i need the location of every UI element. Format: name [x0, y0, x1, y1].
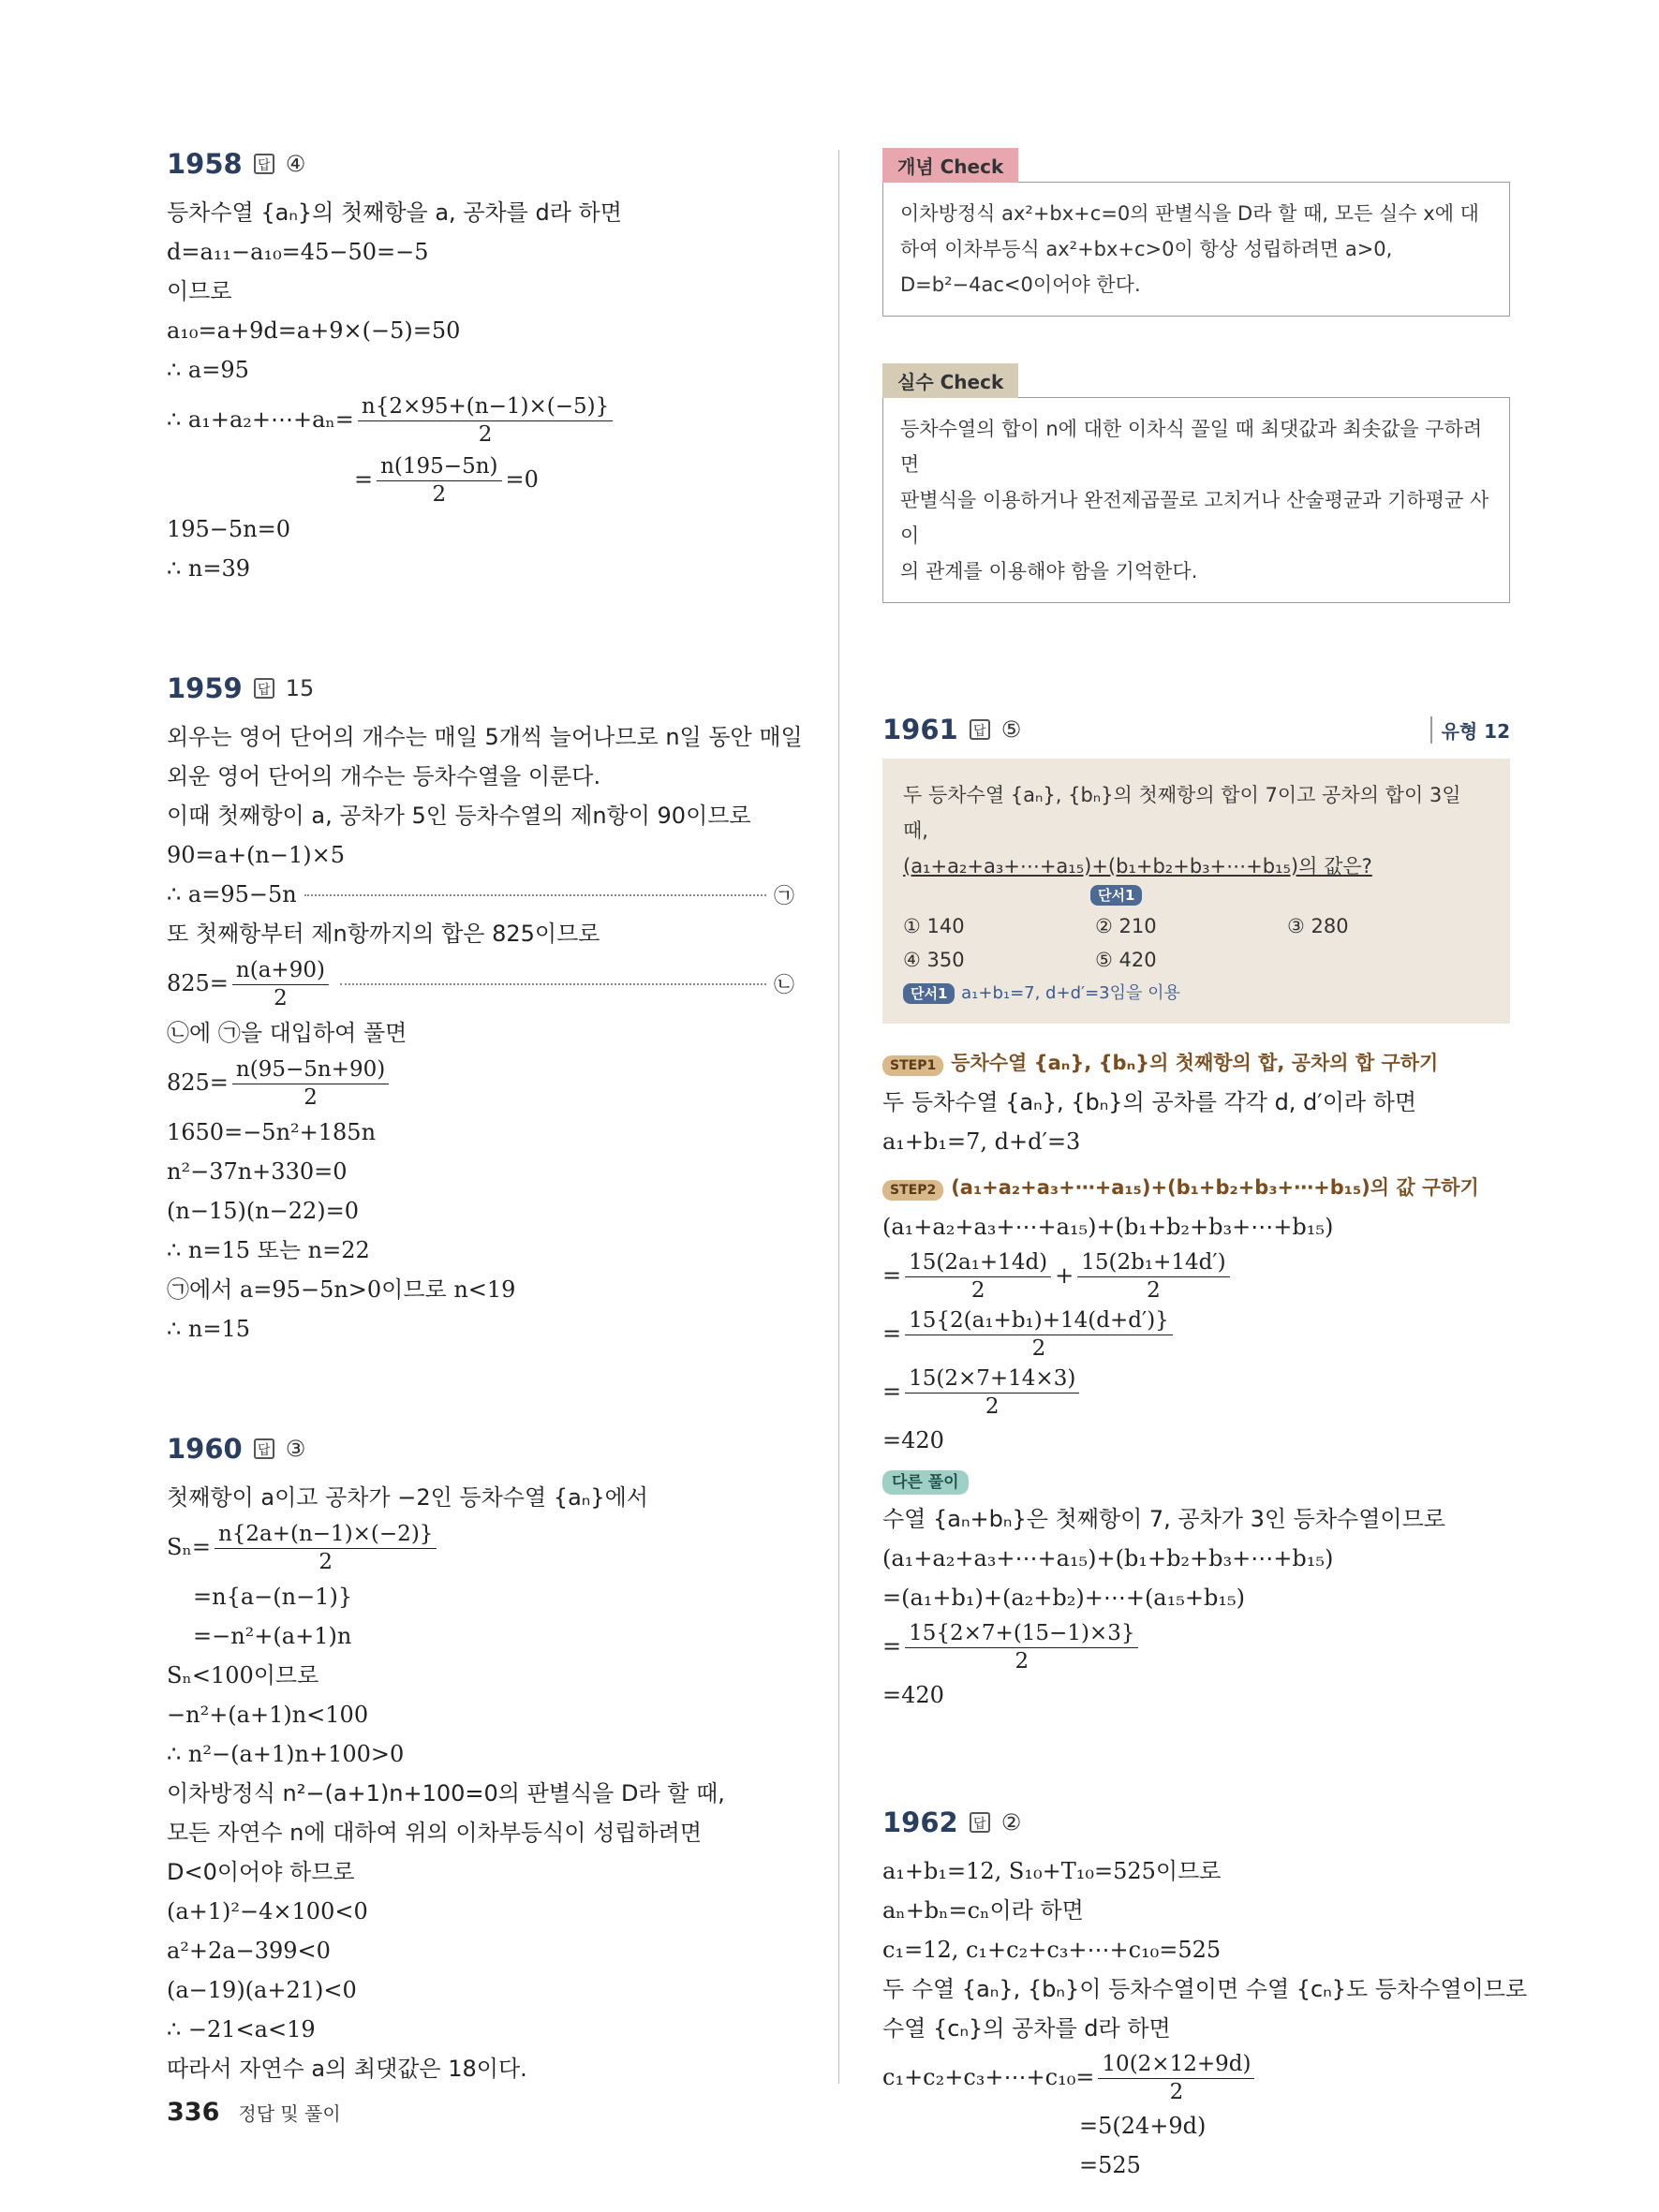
plus-sign: + [1055, 1262, 1074, 1289]
fraction [232, 956, 329, 1011]
problem-header [882, 1799, 1510, 1846]
step2-header [882, 1167, 1510, 1207]
equation-line: =525 [1079, 2152, 1141, 2178]
numerator: 15(2b₁+14d′) [1077, 1248, 1229, 1277]
choice-row [903, 909, 1489, 943]
fraction [358, 392, 613, 448]
step-badge: STEP2 [882, 1180, 943, 1201]
fraction [232, 1055, 389, 1111]
equation-line: =−n²+(a+1)n [193, 1623, 352, 1649]
equation-line: Sₙ<100이므로 [167, 1662, 319, 1688]
equation-line: d=a₁₁−a₁₀=45−50=−5 [167, 239, 429, 265]
equation-line: (a−19)(a+21)<0 [167, 1977, 357, 2003]
answer-icon: 답 [254, 154, 274, 174]
answer-value: ③ [285, 1436, 306, 1462]
text-line: 이때 첫째항이 a, 공차가 5인 등차수열의 제n항이 90이므로 [167, 803, 751, 829]
equation-line: (a+1)²−4×100<0 [167, 1898, 368, 1924]
hint-marker-row [903, 884, 1489, 906]
fraction [905, 1619, 1138, 1674]
text-line: D=b²−4ac<0이어야 한다. [900, 273, 1141, 296]
fraction-equation [167, 1053, 794, 1113]
numerator: n(a+90) [232, 956, 329, 985]
equation-line: ∴ n=39 [167, 555, 251, 582]
fraction-equation [882, 2048, 1510, 2106]
equals-sign: = [882, 1379, 902, 1405]
text-line: 이차방정식 n²−(a+1)n+100=0의 판별식을 D라 할 때, [167, 1780, 725, 1806]
equation-line: ㉠에서 a=95−5n>0이므로 n<19 [167, 1276, 516, 1303]
fraction-equation [882, 1246, 1510, 1305]
text-line: 외우는 영어 단어의 개수는 매일 5개씩 늘어나므로 n일 동안 매일 [167, 724, 803, 750]
text-line: 판별식을 이용하거나 완전제곱꼴로 고치거나 산술평균과 기하평균 사이 [900, 489, 1489, 547]
equation-left: ∴ a₁+a₂+⋯+aₙ= [167, 406, 354, 433]
step-title: (a₁+a₂+a₃+⋯+a₁₅)+(b₁+b₂+b₃+⋯+b₁₅)의 값 구하기 [951, 1176, 1479, 1199]
problem-number: 1962 [882, 1806, 958, 1838]
footer-title: 정답 및 풀이 [238, 2102, 341, 2125]
equation-line: n²−37n+330=0 [167, 1158, 348, 1185]
equation-line: a₁+b₁=12, S₁₀+T₁₀=525이므로 [882, 1858, 1222, 1884]
problem-statement-box [882, 759, 1510, 1024]
answer-value: ④ [285, 151, 306, 177]
fraction-equation [167, 1517, 794, 1577]
denominator: 2 [970, 1277, 985, 1303]
fraction [377, 452, 501, 508]
choice: ③ 280 [1287, 915, 1349, 937]
hint-badge: 단서1 [1090, 885, 1142, 906]
page-number: 336 [167, 2098, 220, 2127]
problem-header [167, 140, 794, 187]
alternative-solution-badge: 다른 풀이 [882, 1470, 969, 1495]
fraction-equation [167, 390, 794, 450]
concept-check-box [882, 148, 1510, 317]
numerator: n(95−5n+90) [232, 1055, 389, 1084]
equation-left: 825= [167, 1069, 229, 1096]
text-line: 이므로 [167, 278, 232, 304]
fraction-equation [882, 1305, 1510, 1363]
equation-line: =(a₁+b₁)+(a₂+b₂)+⋯+(a₁₅+b₁₅) [882, 1585, 1245, 1611]
answer-icon: 답 [970, 719, 990, 740]
text-line: 두 등차수열 {aₙ}, {bₙ}의 공차를 각각 d, d′이라 하면 [882, 1089, 1417, 1115]
text-line: 의 관계를 이용해야 함을 기억한다. [900, 560, 1198, 582]
answer-icon: 답 [254, 678, 274, 699]
text-line: 이차방정식 ax²+bx+c=0의 판별식을 D라 할 때, 모든 실수 x에 대 [900, 202, 1479, 225]
hint-text: a₁+b₁=7, d+d′=3임을 이용 [961, 983, 1180, 1003]
question-line: 두 등차수열 {aₙ}, {bₙ}의 첫째항의 합이 7이고 공차의 합이 3일 때, [903, 784, 1461, 842]
concept-check-tag: 개념 Check [882, 148, 1018, 183]
equation-line: 90=a+(n−1)×5 [167, 842, 346, 868]
equation-line: 1650=−5n²+185n [167, 1119, 377, 1145]
denominator: 2 [478, 421, 493, 447]
equation-line: =420 [882, 1682, 944, 1708]
text-line: 등차수열의 합이 n에 대한 이차식 꼴일 때 최댓값과 최솟값을 구하려면 [900, 418, 1483, 476]
hint-row [903, 977, 1489, 1009]
concept-check-content [882, 182, 1510, 317]
equation-line: aₙ+bₙ=cₙ이라 하면 [882, 1897, 1084, 1924]
fraction-equation [882, 1617, 1510, 1675]
problem-number: 1958 [167, 148, 243, 180]
answer-value: 15 [285, 675, 315, 701]
equation-right: =0 [505, 466, 539, 493]
problem-type-label: 유형 12 [1430, 716, 1510, 744]
solution-1959 [167, 665, 803, 1349]
mistake-check-content [882, 397, 1510, 603]
equals-sign: = [882, 1633, 902, 1659]
fraction [905, 1248, 1051, 1304]
equation-line: (a₁+a₂+a₃+⋯+a₁₅)+(b₁+b₂+b₃+⋯+b₁₅) [882, 1545, 1334, 1571]
numerator: 15{2(a₁+b₁)+14(d+d′)} [905, 1306, 1173, 1335]
equation-line: a²+2a−399<0 [167, 1938, 331, 1964]
fraction-equation [167, 450, 794, 509]
equation-line: a₁+b₁=7, d+d′=3 [882, 1128, 1081, 1155]
text-line: 따라서 자연수 a의 최댓값은 18이다. [167, 2056, 527, 2082]
denominator: 2 [432, 481, 447, 507]
reference-mark: ㉡ [773, 973, 794, 997]
equals-sign: = [882, 1320, 902, 1347]
page-footer [167, 2098, 341, 2127]
text-line: 등차수열 {aₙ}의 첫째항을 a, 공차를 d라 하면 [167, 199, 622, 226]
denominator: 2 [304, 1084, 318, 1110]
dotted-leader [340, 982, 766, 985]
choice: ⑤ 420 [1095, 949, 1157, 971]
text-line: 또 첫째항부터 제n항까지의 합은 825이므로 [167, 921, 600, 947]
numerator: 10(2×12+9d) [1098, 2050, 1254, 2079]
solution-1961 [882, 706, 1510, 1715]
numerator: n{2×95+(n−1)×(−5)} [358, 392, 613, 421]
equation-line: =n{a−(n−1)} [193, 1584, 353, 1610]
denominator: 2 [985, 1394, 1000, 1419]
answer-icon: 답 [970, 1812, 990, 1833]
fraction [1077, 1248, 1229, 1304]
equation-line: ∴ n²−(a+1)n+100>0 [167, 1741, 405, 1767]
fraction-equation [882, 1363, 1510, 1421]
denominator: 2 [1169, 2079, 1184, 2104]
numerator: 15(2a₁+14d) [905, 1248, 1051, 1277]
problem-number: 1959 [167, 672, 243, 704]
denominator: 2 [274, 985, 288, 1010]
fraction [215, 1520, 437, 1575]
denominator: 2 [318, 1549, 333, 1574]
question-line: (a₁+a₂+a₃+⋯+a₁₅)+(b₁+b₂+b₃+⋯+b₁₅)의 값은? [903, 855, 1372, 877]
problem-number: 1961 [882, 714, 958, 745]
problem-header [882, 706, 1510, 753]
choice: ② 210 [1095, 915, 1157, 937]
text-line: 수열 {aₙ+bₙ}은 첫째항이 7, 공차가 3인 등차수열이므로 [882, 1506, 1445, 1532]
fraction [1098, 2050, 1254, 2105]
dotted-leader [304, 893, 766, 896]
equation-left: = [354, 466, 374, 493]
equation-line: c₁=12, c₁+c₂+c₃+⋯+c₁₀=525 [882, 1937, 1222, 1963]
equation-line: ∴ −21<a<19 [167, 2016, 316, 2042]
labeled-equation [167, 953, 794, 1013]
text-line: 모든 자연수 n에 대하여 위의 이차부등식이 성립하려면 [167, 1820, 703, 1846]
choice: ④ 350 [903, 949, 965, 971]
text-line: 수열 {cₙ}의 공차를 d라 하면 [882, 2015, 1171, 2042]
column-divider [838, 150, 839, 2084]
fraction [905, 1364, 1079, 1420]
text-line: 하여 이차부등식 ax²+bx+c>0이 항상 성립하려면 a>0, [900, 238, 1393, 260]
labeled-equation [167, 875, 794, 914]
reference-mark: ㉠ [773, 884, 794, 908]
step-badge: STEP1 [882, 1055, 943, 1076]
equation-left: Sₙ= [167, 1534, 211, 1560]
problem-header [167, 1425, 794, 1472]
solution-1958 [167, 140, 794, 588]
step-title: 등차수열 {aₙ}, {bₙ}의 첫째항의 합, 공차의 합 구하기 [951, 1052, 1439, 1074]
choice-row [903, 943, 1489, 977]
equation-line: ∴ n=15 [167, 1316, 251, 1342]
numerator: n{2a+(n−1)×(−2)} [215, 1520, 437, 1549]
text-line: 첫째항이 a이고 공차가 −2인 등차수열 {aₙ}에서 [167, 1484, 648, 1511]
equation: ∴ a=95−5n [167, 881, 297, 907]
fraction [905, 1306, 1173, 1362]
equation-line: =5(24+9d) [1079, 2113, 1207, 2139]
text-line: 두 수열 {aₙ}, {bₙ}이 등차수열이면 수열 {cₙ}도 등차수열이므로 [882, 1976, 1528, 2002]
equation-line: 195−5n=0 [167, 516, 291, 542]
numerator: n(195−5n) [377, 452, 501, 481]
equation-line: ∴ a=95 [167, 357, 249, 383]
mistake-check-tag: 실수 Check [882, 363, 1018, 398]
equation-line: a₁₀=a+9d=a+9×(−5)=50 [167, 317, 461, 344]
equation-left: c₁+c₂+c₃+⋯+c₁₀= [882, 2064, 1095, 2090]
hint-badge: 단서1 [903, 983, 955, 1004]
alternative-solution-header [882, 1466, 1510, 1499]
solution-1960 [167, 1425, 794, 2088]
answer-icon: 답 [254, 1438, 274, 1459]
problem-number: 1960 [167, 1433, 243, 1465]
numerator: 15(2×7+14×3) [905, 1364, 1079, 1394]
numerator: 15{2×7+(15−1)×3} [905, 1619, 1138, 1648]
denominator: 2 [1031, 1335, 1046, 1361]
equation-line: −n²+(a+1)n<100 [167, 1702, 369, 1728]
equation-line: =420 [882, 1427, 944, 1453]
text-line: ㉡에 ㉠을 대입하여 풀면 [167, 1020, 407, 1046]
right-column [882, 148, 1528, 2185]
left-column [167, 140, 803, 2088]
step1-header [882, 1042, 1510, 1083]
denominator: 2 [1015, 1648, 1029, 1674]
text-line: 외운 영어 단어의 개수는 등차수열을 이룬다. [167, 763, 601, 789]
equation-line: (n−15)(n−22)=0 [167, 1198, 360, 1224]
text-line: D<0이어야 하므로 [167, 1859, 355, 1885]
equation-left: 825= [167, 970, 229, 996]
solution-1962 [882, 1799, 1528, 2185]
denominator: 2 [1147, 1277, 1161, 1303]
answer-value: ② [1000, 1809, 1022, 1836]
problem-header [167, 665, 794, 712]
equation-line: (a₁+a₂+a₃+⋯+a₁₅)+(b₁+b₂+b₃+⋯+b₁₅) [882, 1214, 1334, 1240]
answer-value: ⑤ [1000, 716, 1022, 743]
mistake-check-box [882, 363, 1510, 603]
choice: ① 140 [903, 915, 965, 937]
equation-line: ∴ n=15 또는 n=22 [167, 1237, 370, 1263]
equals-sign: = [882, 1262, 902, 1289]
